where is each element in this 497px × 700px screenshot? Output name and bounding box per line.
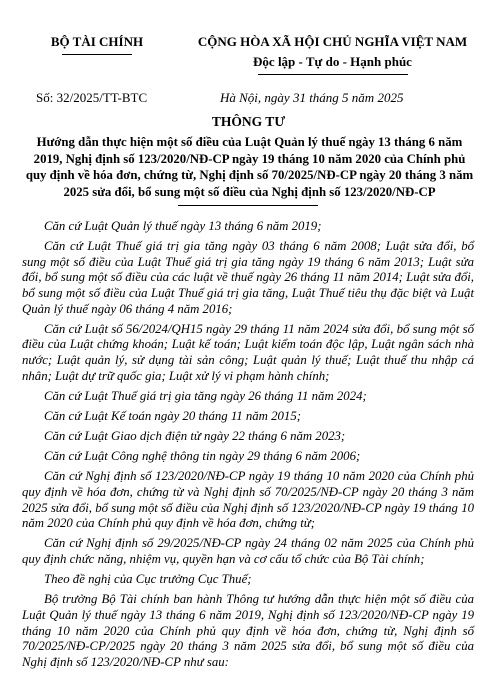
- legal-basis-paragraph: Căn cứ Nghị định số 29/2025/NĐ-CP ngày 24 tháng 02 năm 2025 của Chính phủ quy định chức năng, nhiệm vụ, quyền hạn và cơ cấu tổ chức của Bộ Tài chính;: [22, 536, 474, 567]
- national-header-block: [180, 34, 485, 75]
- issuing-agency: BỘ TÀI CHÍNH: [50, 34, 144, 49]
- document-subject: Hướng dẫn thực hiện một số điều của Luật Quản lý thuế ngày 13 tháng 6 năm 2019, Nghị định số 123/2020/NĐ-CP ngày 19 tháng 10 năm 2020 của Chính phủ quy định về hóa đơn, chứng từ, Nghị định số 70/2025/NĐ-CP ngày 20 tháng 3 năm 2025 sửa đổi, bổ sung một số điều của Nghị định số 123/2020/NĐ-CP: [25, 135, 474, 199]
- agency-underline: [62, 54, 132, 55]
- legal-basis-paragraph: Căn cứ Luật Quản lý thuế ngày 13 tháng 6 năm 2019;: [44, 219, 322, 233]
- motto-underline: [258, 74, 408, 75]
- national-motto: Độc lập - Tự do - Hạnh phúc: [253, 54, 412, 69]
- legal-basis-paragraph: Căn cứ Luật số 56/2024/QH15 ngày 29 tháng 11 năm 2024 sửa đổi, bổ sung một số điều của Luật chứng khoán; Luật kế toán; Luật kiểm toán độc lập, Luật ngân sách nhà nước; Luật quản lý, sử dụng tài sản công; Luật quản lý thuế; Luật thuế thu nhập cá nhân; Luật dự trữ quốc gia; Luật xử lý vi phạm hành chính;: [22, 321, 474, 383]
- subject-divider: [178, 205, 318, 206]
- document-body: [22, 219, 474, 675]
- legal-basis-paragraph: Căn cứ Nghị định số 123/2020/NĐ-CP ngày 19 tháng 10 năm 2020 của Chính phủ quy định về hóa đơn, chứng từ và Nghị định số 70/2025/NĐ-CP ngày 20 tháng 3 năm 2025 sửa đổi, bổ sung một số điều của Nghị định số 123/2020/NĐ-CP ngày 19 tháng 10 năm 2020 của Chính phủ quy định về hóa đơn, chứng từ;: [22, 469, 474, 531]
- document-type: THÔNG TƯ: [211, 114, 286, 129]
- document-number: Số: 32/2025/TT-BTC: [36, 90, 148, 105]
- legal-basis-paragraph: Căn cứ Luật Công nghệ thông tin ngày 29 tháng 6 năm 2006;: [44, 449, 361, 464]
- promulgation-paragraph: Bộ trưởng Bộ Tài chính ban hành Thông tư hướng dẫn thực hiện một số điều của Luật Quản lý thuế ngày 13 tháng 6 năm 2019, Nghị định số 123/2020/NĐ-CP ngày 19 tháng 10 năm 2020 của Chính phủ quy định về hóa đơn, chứng từ, Nghị định số 70/2025/NĐ-CP/2025 ngày 20 tháng 3 năm 2025 sửa đổi, bổ sung một số điều của Nghị định số 123/2020/NĐ-CP như sau:: [22, 592, 474, 669]
- legal-basis-paragraph: Căn cứ Luật Kế toán ngày 20 tháng 11 năm 2015;: [44, 408, 301, 423]
- proposal-paragraph: Theo đề nghị của Cục trưởng Cục Thuế;: [44, 572, 252, 587]
- legal-basis-paragraph: Căn cứ Luật Thuế giá trị gia tăng ngày 26 tháng 11 năm 2024;: [44, 388, 367, 403]
- issuing-agency-block: [22, 34, 172, 55]
- country-name: CỘNG HÒA XÃ HỘI CHỦ NGHĨA VIỆT NAM: [197, 34, 468, 49]
- legal-basis-paragraph: Căn cứ Luật Giao dịch điện tử ngày 22 tháng 6 năm 2023;: [44, 429, 346, 444]
- issue-date: Hà Nội, ngày 31 tháng 5 năm 2025: [220, 90, 404, 105]
- legal-basis-paragraph: Căn cứ Luật Thuế giá trị gia tăng ngày 03 tháng 6 năm 2008; Luật sửa đổi, bổ sung một số điều của Luật Thuế giá trị gia tăng ngày 19 tháng 6 năm 2013; Luật sửa đổi, bổ sung một số điều của các luật về thuế ngày 26 tháng 11 năm 2014; Luật sửa đổi, bổ sung một số điều của Luật Thuế giá trị gia tăng, Luật Thuế tiêu thụ đặc biệt và Luật Quản lý thuế ngày 06 tháng 4 năm 2016;: [22, 239, 474, 316]
